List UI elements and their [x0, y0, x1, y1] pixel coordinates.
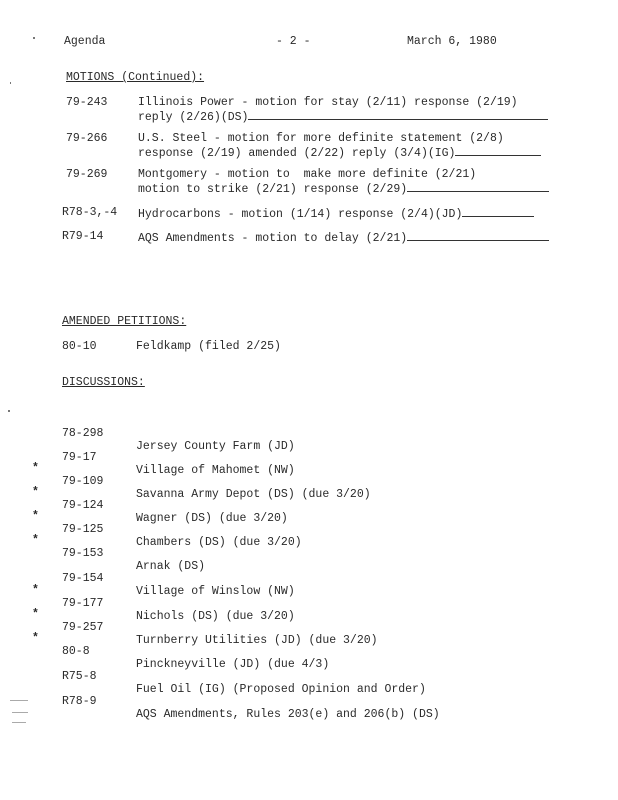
header-left: Agenda [64, 35, 106, 48]
scan-speck [12, 722, 26, 723]
motion-line2 [138, 145, 541, 160]
priority-marker: * [32, 534, 39, 547]
discussion-text: Chambers (DS) (due 3/20) [136, 536, 302, 549]
amended-heading: AMENDED PETITIONS: [62, 315, 187, 328]
priority-marker: * [32, 510, 39, 523]
discussion-text: Village of Mahomet (NW) [136, 464, 295, 477]
motion-number: 79-269 [66, 168, 108, 181]
motion-number: 79-243 [66, 96, 108, 109]
header-date: March 6, 1980 [407, 35, 497, 48]
discussion-number: 80-8 [62, 645, 90, 658]
priority-marker: * [32, 486, 39, 499]
signature-line [455, 145, 541, 156]
scan-speck [33, 37, 35, 39]
amended-text: Feldkamp (filed 2/25) [136, 340, 281, 353]
discussion-text: Wagner (DS) (due 3/20) [136, 512, 288, 525]
amended-number: 80-10 [62, 340, 97, 353]
discussion-number: R78-9 [62, 695, 97, 708]
discussion-number: 78-298 [62, 427, 104, 440]
priority-marker: * [32, 584, 39, 597]
motion-line1: U.S. Steel - motion for more definite statement (2/8) [138, 132, 504, 145]
discussion-number: 79-177 [62, 597, 104, 610]
motion-line1-text: AQS Amendments - motion to delay (2/21) [138, 232, 408, 245]
discussion-text: Turnberry Utilities (JD) (due 3/20) [136, 634, 378, 647]
scan-speck [10, 82, 11, 84]
signature-line [248, 109, 548, 120]
discussion-text: AQS Amendments, Rules 203(e) and 206(b) (DS) [136, 708, 440, 721]
scan-speck [12, 712, 28, 713]
page-number: - 2 - [276, 35, 311, 48]
motion-number: R78-3,-4 [62, 206, 118, 219]
discussion-item [0, 401, 618, 453]
discussion-text: Savanna Army Depot (DS) (due 3/20) [136, 488, 371, 501]
discussion-text: Jersey County Farm (JD) [136, 440, 295, 453]
motions-heading: MOTIONS (Continued): [66, 71, 205, 84]
motion-line1-text: Hydrocarbons - motion (1/14) response (2/4)(JD) [138, 208, 463, 221]
motion-number: 79-266 [66, 132, 108, 145]
discussion-number: 79-125 [62, 523, 104, 536]
discussion-number: 79-257 [62, 621, 104, 634]
scan-speck [10, 700, 28, 701]
discussion-text: Nichols (DS) (due 3/20) [136, 610, 295, 623]
motion-line2 [138, 181, 549, 196]
motion-line2-text: reply (2/26)(DS) [138, 111, 249, 124]
motion-line1 [138, 206, 534, 221]
signature-line [462, 206, 534, 217]
motion-line1: Montgomery - motion to make more definite (2/21) [138, 168, 477, 181]
discussion-text: Fuel Oil (IG) (Proposed Opinion and Order) [136, 683, 426, 696]
priority-marker: * [32, 632, 39, 645]
discussion-number: 79-17 [62, 451, 97, 464]
motion-number: R79-14 [62, 230, 104, 243]
priority-marker: * [32, 608, 39, 621]
discussion-number: 79-124 [62, 499, 104, 512]
motion-line1 [138, 230, 549, 245]
motion-line2-text: motion to strike (2/21) response (2/29) [138, 183, 408, 196]
motion-line2-text: response (2/19) amended (2/22) reply (3/4)(IG) [138, 147, 456, 160]
signature-line [407, 181, 549, 192]
discussion-text: Village of Winslow (NW) [136, 585, 295, 598]
discussion-number: 79-109 [62, 475, 104, 488]
discussions-heading: DISCUSSIONS: [62, 376, 145, 389]
signature-line [407, 230, 549, 241]
discussion-number: 79-154 [62, 572, 104, 585]
motion-line2 [138, 109, 548, 124]
priority-marker: * [32, 462, 39, 475]
motion-line1: Illinois Power - motion for stay (2/11) response (2/19) [138, 96, 518, 109]
discussion-number: R75-8 [62, 670, 97, 683]
discussion-text: Arnak (DS) [136, 560, 206, 573]
discussion-text: Pinckneyville (JD) (due 4/3) [136, 658, 330, 671]
discussion-number: 79-153 [62, 547, 104, 560]
scan-speck [8, 410, 10, 412]
